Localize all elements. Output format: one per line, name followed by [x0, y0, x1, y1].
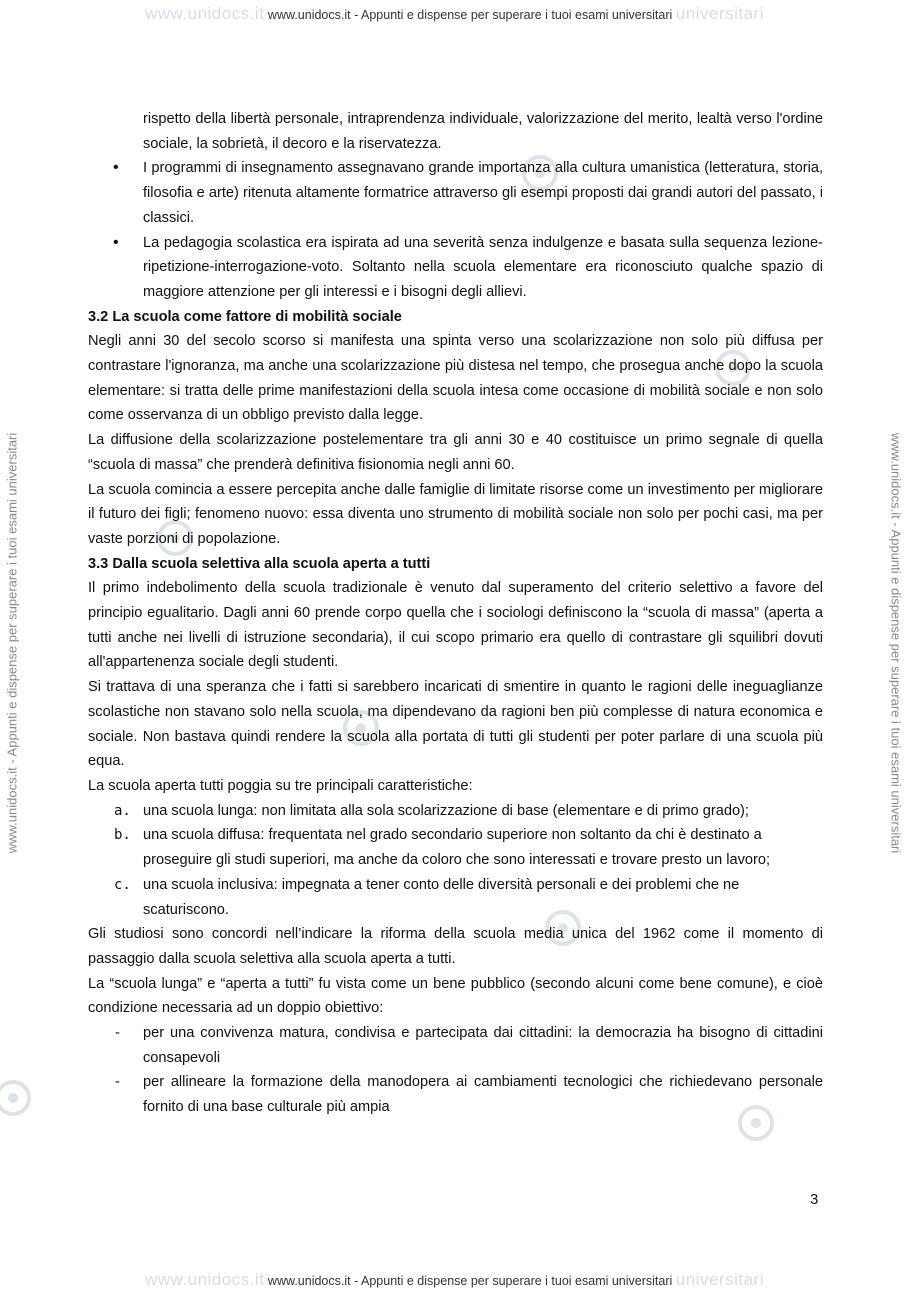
- header-watermark-ghost-right: universitari: [675, 4, 764, 23]
- list-item-text: una scuola inclusiva: impegnata a tener conto delle diversità personali e dei problemi che ne scaturiscono.: [143, 876, 740, 918]
- characteristics-list: [88, 799, 823, 923]
- bullet-list: [88, 156, 823, 304]
- paragraph: Il primo indebolimento della scuola tradizionale è venuto dal superamento del criterio selettivo a favore del principio egualitario. Dagli anni 60 prende corpo quella che i sociologi definiscono la “scuola di massa” (aperta a tutti anche nei livelli di istruzione secondaria), il cui scopo primario era quello di contrastare gli squilibri dovuti all'appartenenza sociale degli studenti.: [88, 580, 823, 671]
- list-item: • I programmi di insegnamento assegnavano grande importanza alla cultura umanistica (letteratura, storia, filosofia e arte) ritenuta altamente formatrice attraverso gli esempi proposti dai grandi autori del passato, i classici.: [88, 156, 823, 230]
- footer-watermark: [0, 1270, 909, 1290]
- list-item-text: per allineare la formazione della manodopera ai cambiamenti tecnologici che richiedevano personale fornito di una base culturale più ampia: [143, 1074, 823, 1116]
- paragraph: La scuola comincia a essere percepita anche dalle famiglie di limitate risorse come un investimento per migliorare il futuro dei figli; fenomeno nuovo: essa diventa uno strumento di mobilità sociale non solo per pochi casi, ma per vaste porzioni di popolazione.: [88, 481, 823, 547]
- paragraph: Negli anni 30 del secolo scorso si manifesta una spinta verso una scolarizzazione non solo più diffusa per contrastare l'ignoranza, ma anche una scolarizzazione più distesa nel tempo, che prosegua anche dopo la scuola elementare: si tratta delle prime manifestazioni della scuola intesa come occasione di mobilità sociale e non solo come osservanza di un obbligo previsto dalla legge.: [88, 333, 823, 424]
- list-item-text: una scuola diffusa: frequentata nel grado secondario superiore non soltanto da chi è destinato a proseguire gli studi superiori, ma anche da coloro che sono interessati e trovare presto un lavoro;: [143, 827, 771, 869]
- footer-watermark-ghost-left: www.unidocs.it: [145, 1270, 265, 1289]
- list-item-text: per una convivenza matura, condivisa e partecipata dai cittadini: la democrazia ha bisogno di cittadini consapevoli: [143, 1025, 823, 1066]
- list-item: [88, 1070, 823, 1119]
- list-marker: a.: [114, 802, 131, 819]
- list-item: [88, 823, 823, 872]
- list-item-text: una scuola lunga: non limitata alla sola scolarizzazione di base (elementare e di primo grado);: [143, 802, 749, 819]
- paragraph: La “scuola lunga” e “aperta a tutti” fu vista come un bene pubblico (secondo alcuni come bene comune), e cioè condizione necessaria ad un doppio obiettivo:: [88, 975, 823, 1017]
- paragraph: La diffusione della scolarizzazione postelementare tra gli anni 30 e 40 costituisce un primo segnale di quella “scuola di massa” che prenderà definitiva fisionomia negli anni 60.: [88, 432, 823, 473]
- list-marker: c.: [114, 876, 131, 893]
- footer-watermark-text: www.unidocs.it - Appunti e dispense per superare i tuoi esami universitari: [267, 1274, 673, 1288]
- header-watermark: [0, 4, 909, 24]
- section-heading: 3.2 La scuola come fattore di mobilità sociale: [88, 308, 402, 325]
- document-page: [88, 107, 823, 1120]
- bullet-continuation: rispetto della libertà personale, intraprendenza individuale, valorizzazione del merito, lealtà verso l'ordine sociale, la sobrietà, il decoro e la riservatezza.: [143, 111, 823, 152]
- unidocs-logo-icon: [0, 1075, 36, 1121]
- paragraph: Gli studiosi sono concordi nell’indicare la riforma della scuola media unica del 1962 come il momento di passaggio dalla scuola selettiva alla scuola aperta a tutti.: [88, 926, 823, 967]
- list-item: [88, 1021, 823, 1070]
- list-item: [88, 873, 823, 922]
- right-side-watermark: www.unidocs.it - Appunti e dispense per superare i tuoi esami universitari: [888, 432, 904, 854]
- list-marker: b.: [114, 827, 131, 844]
- left-side-watermark: www.unidocs.it - Appunti e dispense per superare i tuoi esami universitari: [4, 432, 20, 854]
- header-watermark-ghost-left: www.unidocs.it: [145, 4, 265, 23]
- paragraph: La scuola aperta tutti poggia su tre principali caratteristiche:: [88, 777, 473, 794]
- footer-watermark-ghost-right: universitari: [675, 1270, 764, 1289]
- header-watermark-text: www.unidocs.it - Appunti e dispense per superare i tuoi esami universitari: [267, 8, 673, 22]
- list-item: • La pedagogia scolastica era ispirata ad una severità senza indulgenze e basata sulla sequenza lezione-ripetizione-interrogazione-voto. Soltanto nella scuola elementare era riconosciuto qualche spazio di maggiore attenzione per gli interessi e i bisogni degli allievi.: [88, 231, 823, 305]
- page-number: 3: [810, 1191, 819, 1208]
- list-marker: -: [115, 1074, 120, 1091]
- list-item: [88, 799, 823, 824]
- paragraph: Si trattava di una speranza che i fatti si sarebbero incaricati di smentire in quanto le ragioni delle ineguaglianze scolastiche non stavano solo nella scuola, ma dipendevano da ragioni ben più complesse di natura economica e sociale. Non bastava quindi rendere la scuola alla portata di tutti gli studenti per poter parlare di una scuola più equa.: [88, 679, 823, 770]
- section-heading: 3.3 Dalla scuola selettiva alla scuola aperta a tutti: [88, 555, 431, 572]
- list-marker: -: [115, 1025, 120, 1042]
- objectives-list: [88, 1021, 823, 1120]
